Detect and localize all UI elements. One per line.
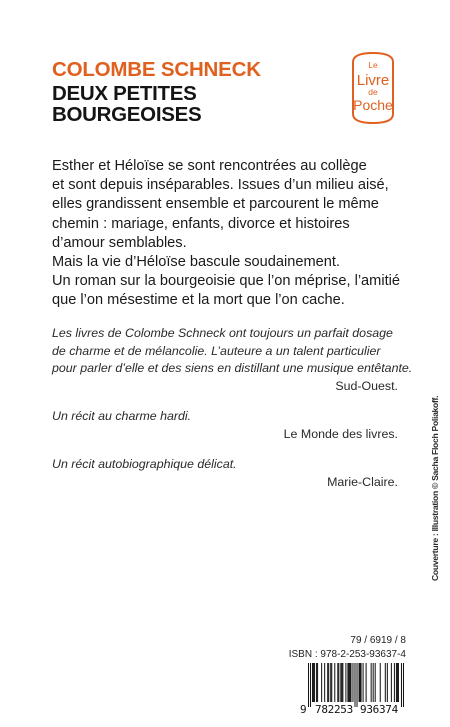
barcode-bar: [338, 663, 339, 702]
logo-text: Livre: [356, 72, 390, 89]
barcode-bar: [385, 663, 386, 702]
logo-text: de: [368, 87, 378, 97]
review-text: Un récit au charme hardi.: [52, 409, 192, 423]
review-text: Les livres de Colombe Schneck ont toujours un parfait dosage: [52, 326, 393, 340]
edition-code: 79 / 6919 / 8: [350, 635, 406, 646]
barcode-right-group: 936374: [360, 703, 398, 716]
barcode-bar: [361, 663, 362, 702]
barcode-bar: [312, 663, 313, 702]
barcode: [300, 663, 406, 715]
barcode-bar: [316, 663, 317, 702]
barcode-bar: [403, 663, 404, 707]
synopsis-line: et sont depuis inséparables. Issues d’un milieu aisé,: [52, 177, 389, 194]
review: [52, 325, 413, 395]
barcode-bar: [401, 663, 402, 707]
barcode-bar: [397, 663, 398, 702]
barcode-bar: [387, 663, 388, 702]
review-source: Le Monde des livres.: [283, 426, 398, 441]
logo-text: Le: [368, 60, 378, 70]
synopsis-line: Esther et Héloïse se sont rencontrées au collège: [52, 158, 367, 174]
barcode-bar: [375, 663, 376, 702]
barcode-bar: [350, 663, 351, 702]
barcode-bar: [340, 663, 341, 702]
barcode-bar: [337, 663, 338, 702]
synopsis-line: que l’on mésestime et la mort que l’on cache.: [52, 292, 345, 309]
barcode-bar: [394, 663, 395, 702]
barcode-bar: [314, 663, 315, 702]
review: [52, 408, 398, 443]
barcode-bar: [342, 663, 343, 702]
barcode-bar: [354, 663, 355, 707]
barcode-bar: [363, 663, 364, 702]
barcode-bar: [313, 663, 314, 702]
publisher-logo: [348, 50, 398, 126]
barcode-first-digit: 9: [300, 703, 307, 716]
author-name: COLOMBE SCHNECK: [52, 58, 261, 81]
cover-credit: Couverture : Illustration © Sacha Floch Poliakoff.: [430, 395, 440, 581]
barcode-bar: [373, 663, 374, 702]
barcode-bar: [308, 663, 309, 707]
synopsis-line: chemin : mariage, enfants, divorce et histoires: [52, 215, 350, 232]
review-text: pour parler d’elle et des siens en distillant une musique entêtante.: [52, 361, 413, 375]
barcode-bar: [371, 663, 372, 702]
synopsis-line: d’amour semblables.: [52, 234, 187, 251]
edition-codes: [289, 634, 406, 661]
synopsis-line: elles grandissent ensemble et parcourent le même: [52, 196, 379, 213]
barcode-bar: [334, 663, 335, 702]
barcode-bar: [380, 663, 381, 702]
barcode-bar: [321, 663, 322, 702]
isbn: ISBN : 978-2-253-93637-4: [288, 648, 406, 660]
barcode-bar: [331, 663, 332, 702]
barcode-bar: [345, 663, 346, 702]
barcode-bar: [391, 663, 392, 702]
barcode-bar: [396, 663, 397, 702]
barcode-bar: [349, 663, 350, 702]
barcode-bar: [317, 663, 318, 702]
logo-text: Poche: [353, 97, 393, 113]
barcode-bar: [366, 663, 367, 702]
barcode-bar: [330, 663, 331, 702]
barcode-bar: [360, 663, 361, 702]
barcode-bar: [328, 663, 329, 702]
book-title: [52, 83, 201, 125]
barcode-bar: [352, 663, 353, 702]
barcode-bar: [327, 663, 328, 702]
barcode-bar: [348, 663, 349, 702]
barcode-bar: [324, 663, 325, 702]
barcode-bar: [359, 663, 360, 702]
review-source: Sud-Ouest.: [335, 378, 398, 393]
review-source: Marie-Claire.: [327, 474, 398, 489]
title-line: BOURGEOISES: [52, 103, 202, 126]
barcode-bars: [308, 663, 404, 707]
barcode-bar: [341, 663, 342, 702]
synopsis-line: Mais la vie d’Héloïse bascule soudainement.: [52, 254, 340, 271]
barcode-bar: [357, 663, 358, 707]
barcode-bar: [347, 663, 348, 702]
synopsis: [52, 157, 412, 311]
review: [52, 456, 398, 491]
review-text: Un récit autobiographique délicat.: [52, 457, 237, 471]
barcode-bar: [310, 663, 311, 707]
review-text: de charme et de mélancolie. L’auteure a un talent particulier: [52, 343, 381, 358]
press-reviews: [52, 325, 413, 491]
barcode-left-group: 782253: [315, 703, 353, 716]
synopsis-line: Un roman sur la bourgeoisie que l’on méprise, l’amitié: [52, 273, 400, 290]
barcode-bar: [398, 663, 399, 702]
title-line: DEUX PETITES: [52, 82, 197, 105]
livre-de-poche-logo-icon: [348, 50, 398, 126]
